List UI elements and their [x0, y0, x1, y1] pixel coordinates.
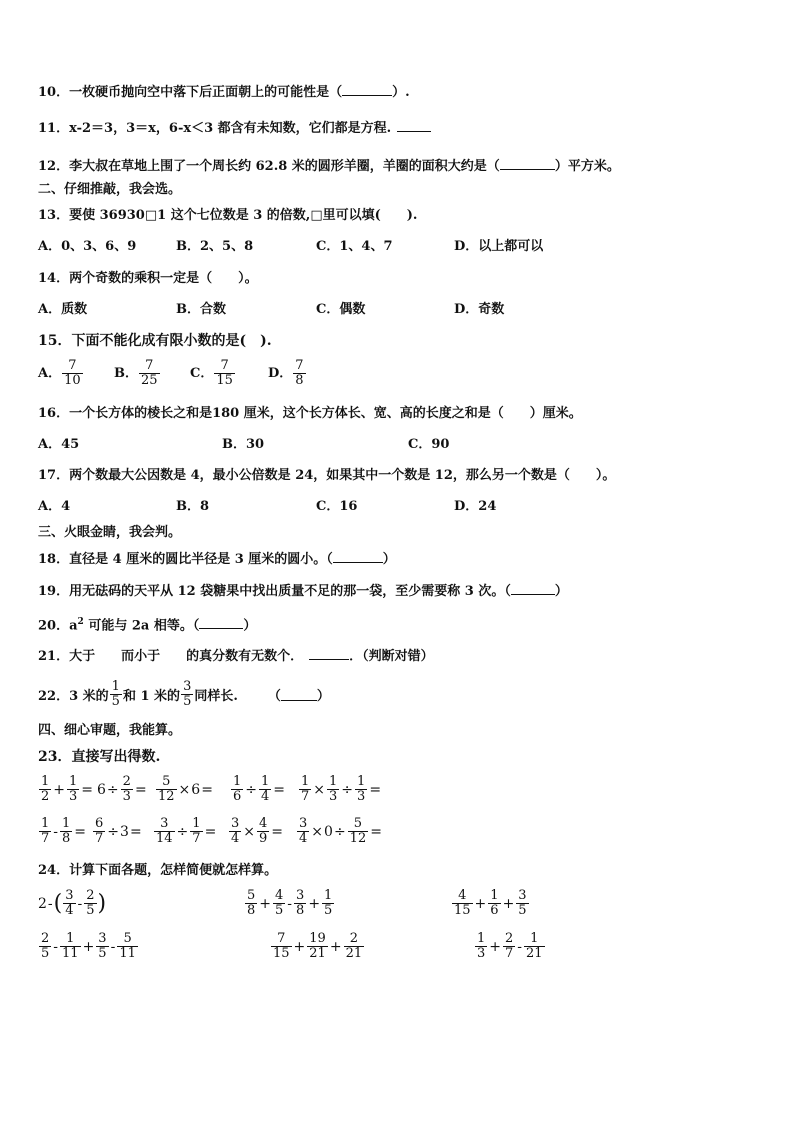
calc-expression: [474, 932, 546, 961]
question-number: 11．: [38, 121, 70, 136]
numerator: 3: [518, 888, 527, 903]
operator: +: [489, 938, 502, 955]
numerator: 7: [145, 358, 154, 373]
question-21: [38, 647, 434, 666]
operator: -: [110, 938, 116, 955]
question-text: 一个长方体的棱长之和是180 厘米，这个长方体长、宽、高的长度之和是（ ）厘米。: [69, 406, 582, 421]
calc-expression: [244, 889, 335, 918]
question-14: [38, 270, 258, 288]
question-end: ．（判断对错）: [349, 649, 434, 664]
paren-open: （: [267, 689, 281, 704]
operator: =: [129, 823, 142, 840]
question-number: 21．: [38, 649, 70, 664]
operator: =: [74, 823, 87, 840]
denominator: 11: [62, 946, 79, 961]
option-a[interactable]: A．45: [38, 437, 80, 452]
calc-item: [230, 775, 286, 804]
denominator: 3: [329, 789, 338, 804]
denominator: 12: [158, 789, 175, 804]
denominator: 8: [296, 903, 305, 918]
question-end: ）.: [392, 85, 410, 100]
fraction: [67, 775, 79, 804]
fraction: [259, 775, 271, 804]
numerator: 2: [86, 888, 95, 903]
operator: +: [82, 938, 95, 955]
operator: ×: [243, 823, 256, 840]
operator: +: [308, 895, 321, 912]
question-number: 12．: [38, 159, 70, 174]
numerator: 1: [62, 816, 71, 831]
variable-a: a: [69, 618, 78, 634]
question-number: 13．: [38, 208, 70, 223]
operator: ÷: [176, 823, 189, 840]
fraction: [294, 889, 306, 918]
denominator: 5: [111, 694, 120, 709]
question-11: [38, 119, 431, 138]
question-text: 两个奇数的乘积一定是（ ）。: [69, 271, 258, 286]
numerator: 1: [41, 816, 50, 831]
operator: +: [474, 895, 487, 912]
section-3-heading: 三、火眼金睛，我会判。: [38, 525, 182, 540]
option-a[interactable]: A．0、3、6、9: [38, 239, 137, 254]
calc-expression: [270, 932, 365, 961]
numerator: 5: [123, 931, 132, 946]
question-number: 24．: [38, 863, 70, 878]
denominator: 11: [119, 946, 136, 961]
question-text: 要使 36930□1 这个七位数是 3 的倍数,□里可以填( ).: [69, 208, 418, 223]
operator: ÷: [106, 781, 119, 798]
numerator: 1: [41, 774, 50, 789]
option-d[interactable]: [268, 359, 307, 388]
numerator: 2: [41, 931, 50, 946]
denominator: 7: [505, 946, 514, 961]
fraction: [62, 359, 83, 388]
fraction: [322, 889, 334, 918]
numerator: 3: [296, 888, 305, 903]
answer-blank[interactable]: [397, 119, 431, 132]
numerator: 2: [505, 931, 514, 946]
fraction: [307, 932, 328, 961]
numerator: 7: [277, 931, 286, 946]
operator: -: [53, 938, 59, 955]
fraction: [190, 817, 202, 846]
fraction: [39, 817, 51, 846]
operator: ×: [178, 781, 191, 798]
question-20: [38, 613, 256, 635]
denominator: 14: [156, 831, 173, 846]
operator: =: [201, 781, 213, 798]
question-end: ）: [554, 584, 568, 599]
question-19: [38, 582, 568, 601]
denominator: 5: [98, 946, 107, 961]
question-text: 下面不能化成有限小数的是( ).: [71, 333, 272, 349]
numerator: 7: [220, 358, 229, 373]
option-a[interactable]: A．4: [38, 499, 71, 514]
numerator: 1: [66, 931, 75, 946]
question-text: 大于 而小于 的真分数有无数个．: [69, 649, 304, 664]
section-2-heading: 二、仔细推敲，我会选。: [38, 182, 182, 197]
fraction: [121, 775, 133, 804]
option-d[interactable]: D．24: [454, 499, 497, 514]
denominator: 3: [122, 789, 131, 804]
numerator: 1: [324, 888, 333, 903]
numerator: 2: [122, 774, 131, 789]
denominator: 8: [247, 903, 256, 918]
numerator: 3: [299, 816, 308, 831]
fraction: [139, 359, 160, 388]
operator: =: [81, 781, 94, 798]
denominator: 5: [86, 903, 95, 918]
text-part: 同样长.: [194, 689, 238, 704]
numerator: 1: [490, 888, 499, 903]
denominator: 21: [309, 946, 326, 961]
option-c[interactable]: C．1、4、7: [316, 239, 393, 254]
numerator: 3: [231, 816, 240, 831]
denominator: 8: [295, 373, 304, 388]
question-13: [38, 207, 417, 225]
paren-close: ）: [316, 689, 330, 704]
operator: ÷: [341, 781, 354, 798]
operator: =: [369, 781, 382, 798]
operator: ×: [313, 781, 326, 798]
question-number: 14．: [38, 271, 70, 286]
operator: -: [77, 895, 83, 912]
fraction: [214, 359, 235, 388]
fraction: [60, 932, 81, 961]
operator: ÷: [245, 781, 258, 798]
fraction: [503, 932, 515, 961]
fraction: [245, 889, 257, 918]
fraction: [452, 889, 473, 918]
denominator: 7: [41, 831, 50, 846]
fraction: [231, 775, 243, 804]
calc-expression: [38, 932, 139, 961]
question-16: [38, 405, 582, 423]
denominator: 4: [65, 903, 74, 918]
answer-blank[interactable]: [500, 157, 555, 170]
question-text: 可能与 2a 相等。（: [83, 618, 200, 634]
question-number: 23．: [38, 749, 72, 765]
fraction: [348, 817, 369, 846]
option-b[interactable]: B．2、5、8: [176, 239, 254, 254]
option-label: D．: [268, 365, 293, 381]
denominator: 5: [324, 903, 333, 918]
denominator: 5: [41, 946, 50, 961]
numerator: 1: [530, 931, 539, 946]
denominator: 9: [259, 831, 268, 846]
operator: =: [204, 823, 217, 840]
numerator: 5: [247, 888, 256, 903]
denominator: 6: [490, 903, 499, 918]
fraction: [293, 359, 305, 388]
numerator: 4: [275, 888, 284, 903]
fraction: [156, 775, 177, 804]
numerator: 5: [162, 774, 171, 789]
question-12: [38, 157, 620, 176]
operator: +: [259, 895, 272, 912]
numerator: 4: [259, 816, 268, 831]
question-number: 16．: [38, 406, 70, 421]
fraction: [39, 932, 51, 961]
fraction: [229, 817, 241, 846]
calc-item: [228, 817, 284, 846]
calc-expression: 2 - ( $\frac{3}{4}$ - $\frac{2}{5}$ ): [38, 888, 107, 918]
denominator: 15: [454, 903, 471, 918]
fraction-three-fifths: [181, 680, 193, 709]
question-10: [38, 83, 410, 102]
denominator: 21: [526, 946, 543, 961]
option-b[interactable]: B．8: [176, 499, 210, 514]
option-c[interactable]: C．16: [316, 499, 358, 514]
numerator: 5: [353, 816, 363, 831]
answer-blank[interactable]: [342, 83, 392, 96]
question-number: 15．: [38, 333, 72, 349]
operator: +: [293, 938, 306, 955]
question-text: 一枚硬币抛向空中落下后正面朝上的可能性是（: [69, 85, 343, 100]
calc-item: $\frac{3}{4}$ × 0 ÷ $\frac{5}{12}$ =: [299, 816, 382, 846]
text-part: 和 1 米的: [122, 689, 181, 704]
fraction: [93, 817, 105, 846]
question-text: 直接写出得数.: [71, 749, 161, 765]
denominator: 4: [261, 789, 270, 804]
denominator: 3: [69, 789, 78, 804]
operator: ×: [311, 823, 324, 840]
numerator: 7: [295, 358, 304, 373]
option-label: C．: [190, 365, 214, 381]
denominator: 3: [477, 946, 486, 961]
denominator: 2: [41, 789, 50, 804]
denominator: 15: [216, 373, 233, 388]
numerator: 1: [192, 816, 201, 831]
fraction: [516, 889, 528, 918]
option-c[interactable]: C．偶数: [316, 302, 366, 317]
calc-item: [153, 817, 217, 846]
numerator: 6: [95, 816, 104, 831]
numerator: 1: [69, 774, 78, 789]
option-d[interactable]: D．以上都可以: [454, 239, 544, 254]
denominator: 5: [275, 903, 284, 918]
operator: +: [502, 895, 515, 912]
answer-blank[interactable]: [333, 550, 383, 563]
denominator: 6: [233, 789, 242, 804]
fraction: [327, 775, 339, 804]
calc-item: $\frac{5}{12}$ × 6 =: [158, 774, 213, 804]
numerator: 7: [68, 358, 77, 373]
denominator: 7: [301, 789, 310, 804]
operator: ÷: [107, 823, 120, 840]
denominator: 3: [357, 789, 366, 804]
question-end: ）: [382, 552, 396, 567]
numerator: 2: [349, 931, 358, 946]
fraction: [524, 932, 545, 961]
option-d[interactable]: D．奇数: [454, 302, 505, 317]
denominator: 10: [64, 373, 81, 388]
operator: ÷: [333, 823, 346, 840]
operator: -: [47, 895, 53, 912]
option-label: A．: [38, 365, 62, 381]
option-b[interactable]: B．30: [222, 437, 265, 452]
calc-item: [298, 775, 382, 804]
question-number: 22．: [38, 689, 70, 704]
fraction: [297, 817, 309, 846]
fraction: [63, 889, 75, 918]
denominator: 8: [62, 831, 71, 846]
numerator: 1: [233, 774, 242, 789]
answer-blank[interactable]: [199, 616, 243, 629]
operator: -: [517, 938, 523, 955]
denominator: 5: [183, 694, 192, 709]
calc-item: 6 ÷ $\frac{2}{3}$ =: [97, 774, 147, 804]
calc-item: [38, 775, 94, 804]
calc-item: [38, 817, 87, 846]
question-18: [38, 550, 396, 569]
numerator: 1: [329, 774, 338, 789]
text-part: 3 米的: [69, 689, 109, 704]
numerator: 1: [357, 774, 366, 789]
fraction: [488, 889, 500, 918]
answer-blank[interactable]: [511, 582, 555, 595]
option-c[interactable]: C．90: [408, 437, 450, 452]
option-a[interactable]: A．质数: [38, 302, 88, 317]
operator: =: [370, 823, 382, 840]
numerator: 3: [160, 816, 169, 831]
denominator: 7: [192, 831, 201, 846]
numerator: 1: [301, 774, 310, 789]
operator: +: [53, 781, 66, 798]
denominator: 4: [231, 831, 240, 846]
question-text: 计算下面各题，怎样简便就怎样算。: [69, 863, 278, 878]
question-text: 直径是 4 厘米的圆比半径是 3 厘米的圆小。（: [69, 552, 333, 567]
numerator: 1: [111, 679, 120, 694]
question-number: 18．: [38, 552, 70, 567]
fraction: [84, 889, 96, 918]
fraction: [344, 932, 365, 961]
calc-expression: [451, 889, 530, 918]
fraction: [96, 932, 108, 961]
exponent: 2: [77, 617, 84, 627]
option-label: B．: [114, 365, 138, 381]
fraction: [299, 775, 311, 804]
denominator: 4: [299, 831, 308, 846]
question-15: [38, 332, 272, 350]
answer-blank[interactable]: [309, 647, 349, 660]
question-22: [38, 680, 330, 709]
calc-item: $\frac{6}{7}$ ÷ 3 =: [95, 816, 142, 846]
operator: =: [273, 781, 286, 798]
fraction: [117, 932, 138, 961]
numerator: 3: [183, 679, 192, 694]
question-text: 用无砝码的天平从 12 袋糖果中找出质量不足的那一袋，至少需要称 3 次。（: [69, 584, 511, 599]
fraction: [271, 932, 292, 961]
question-24: [38, 862, 277, 880]
question-17: [38, 467, 615, 485]
operator: -: [287, 895, 293, 912]
fraction-one-fifth: [110, 680, 122, 709]
denominator: 21: [345, 946, 363, 961]
denominator: 25: [141, 373, 158, 388]
fraction: [273, 889, 285, 918]
question-text: x-2＝3，3＝x，6-x＜3 都含有未知数，它们都是方程.: [69, 121, 392, 136]
denominator: 7: [95, 831, 104, 846]
question-number: 17．: [38, 468, 70, 483]
denominator: 12: [349, 831, 367, 846]
question-23: [38, 748, 160, 766]
question-text: 李大叔在草地上围了一个周长约 62.8 米的圆形羊圈，羊圈的面积大约是（: [69, 159, 500, 174]
operator: =: [271, 823, 284, 840]
section-4-heading: 四、细心审题，我能算。: [38, 723, 182, 738]
option-b[interactable]: B．合数: [176, 302, 226, 317]
option-a[interactable]: [38, 359, 84, 388]
answer-blank[interactable]: [281, 688, 317, 701]
fraction: [257, 817, 269, 846]
fraction: [39, 775, 51, 804]
question-number: 19．: [38, 584, 70, 599]
question-number: 20．: [38, 618, 70, 634]
operator: =: [134, 781, 147, 798]
fraction: [355, 775, 367, 804]
question-end: ）: [243, 618, 257, 634]
option-b[interactable]: [114, 359, 161, 388]
numerator: 3: [98, 931, 107, 946]
operator: +: [329, 938, 342, 955]
fraction: [60, 817, 72, 846]
numerator: 1: [477, 931, 486, 946]
denominator: 5: [518, 903, 527, 918]
denominator: 15: [273, 946, 290, 961]
question-text: 两个数最大公因数是 4，最小公倍数是 24，如果其中一个数是 12，那么另一个数是（ ）。: [69, 468, 616, 483]
option-c[interactable]: [190, 359, 236, 388]
fraction: [475, 932, 487, 961]
numerator: 3: [65, 888, 74, 903]
numerator: 1: [261, 774, 270, 789]
question-number: 10．: [38, 85, 70, 100]
fraction: [154, 817, 175, 846]
operator: -: [53, 823, 59, 840]
numerator: 19: [309, 931, 326, 946]
question-end: ）平方米。: [554, 159, 620, 174]
numerator: 4: [458, 888, 467, 903]
